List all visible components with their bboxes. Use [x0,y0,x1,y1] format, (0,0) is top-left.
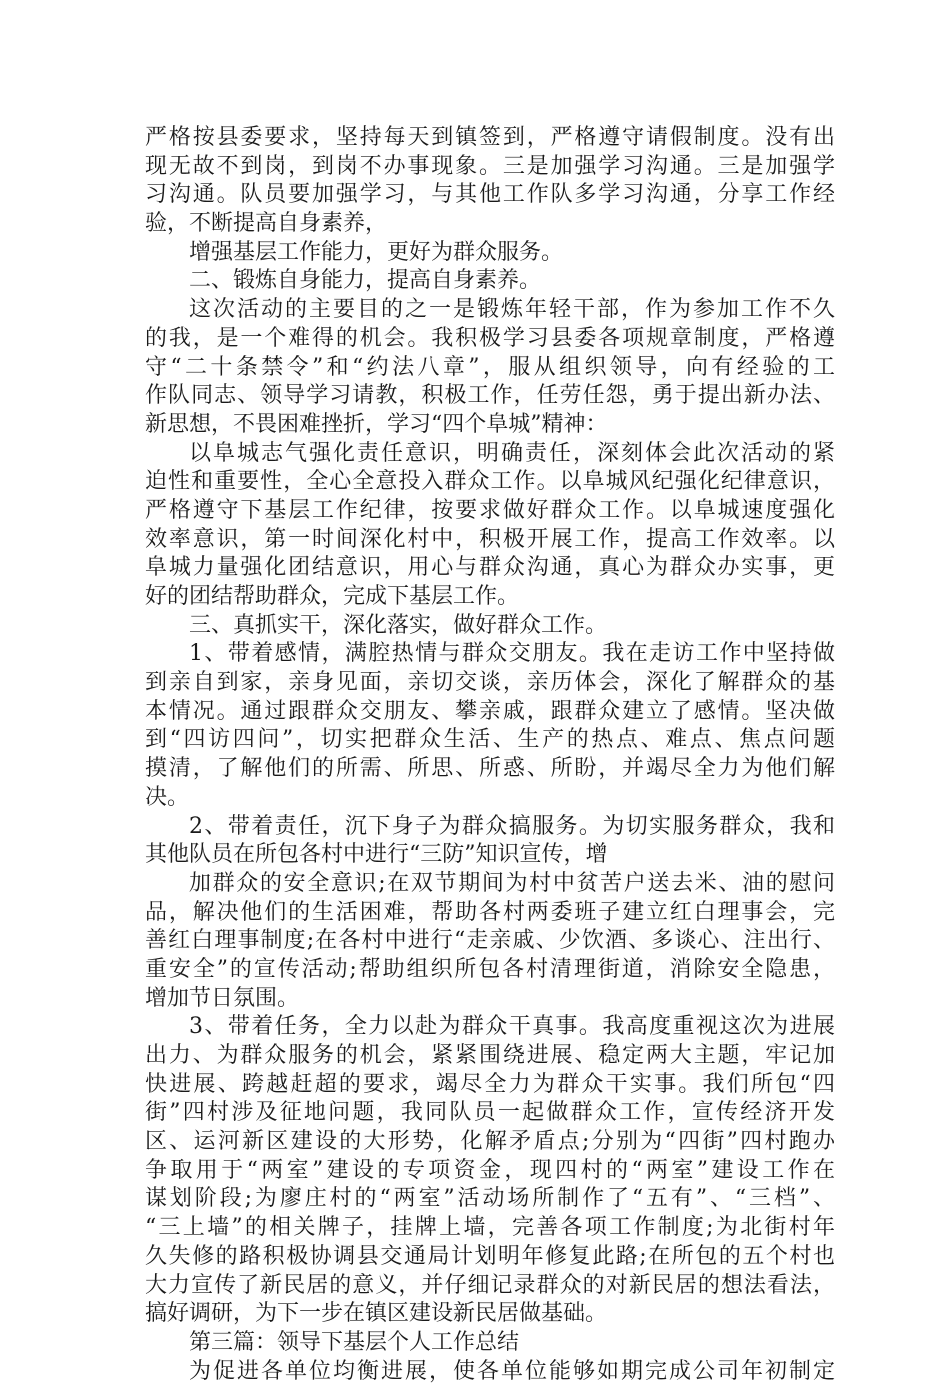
text-line: 争取用于“两室”建设的专项资金，现四村的“两室”建设工作在 [145,1157,835,1183]
text-line: 这次活动的主要目的之一是锻炼年轻干部，作为参加工作不久 [189,297,835,323]
text-line: 加群众的安全意识;在双节期间为村中贫苦户送去米、油的慰问 [189,870,835,896]
text-line: 为促进各单位均衡进展，使各单位能够如期完成公司年初制定 [189,1358,835,1384]
text-line: 重安全”的宣传活动;帮助组织所包各村清理街道，消除安全隐患， [145,956,835,982]
text-line: 好的团结帮助群众，完成下基层工作。 [145,584,520,609]
text-line: 的我，是一个难得的机会。我积极学习县委各项规章制度，严格遵 [145,325,835,351]
text-line: 3、带着任务，全力以赴为群众干真事。我高度重视这次为进展 [189,1014,835,1040]
section-heading: 二、锻炼自身能力，提高自身素养。 [189,268,542,294]
section-heading: 三、真抓实干，深化落实，做好群众工作。 [189,612,608,638]
text-line: 增强基层工作能力，更好为群众服务。 [189,239,564,265]
text-line: 习沟通。队员要加强学习，与其他工作队多学习沟通，分享工作经 [145,182,835,208]
text-line: 阜城力量强化团结意识，用心与群众沟通，真心为群众办实事，更 [145,555,835,581]
text-line: 验，不断提高自身素养， [145,211,388,237]
text-line: 迫性和重要性，全心全意投入群众工作。以阜城风纪强化纪律意识， [145,469,835,495]
text-line: 本情况。通过跟群众交朋友、攀亲戚，跟群众建立了感情。坚决做 [145,698,835,724]
text-line: 效率意识，第一时间深化村中，积极开展工作，提高工作效率。以 [145,526,835,552]
text-line: 出力、为群众服务的机会，紧紧围绕进展、稳定两大主题，牢记加 [145,1043,835,1068]
text-line: 作队同志、领导学习请教，积极工作，任劳任怨，勇于提出新办法、 [145,383,835,409]
text-line: 新思想，不畏困难挫折，学习“四个阜城”精神： [145,411,608,437]
text-line: 现无故不到岗，到岗不办事现象。三是加强学习沟通。三是加强学 [145,153,835,179]
text-line: 街”四村涉及征地问题，我同队员一起做群众工作，宣传经济开发 [145,1100,835,1126]
text-line: 严格遵守下基层工作纪律，按要求做好群众工作。以阜城速度强化 [145,497,835,523]
text-line: 快进展、跨越赶超的要求，竭尽全力为群众干实事。我们所包“四 [145,1071,835,1097]
text-line: 其他队员在所包各村中进行“三防”知识宣传，增 [145,842,608,868]
document-body [145,124,835,1386]
text-line: 以阜城志气强化责任意识，明确责任，深刻体会此次活动的紧 [189,440,835,466]
text-line: 到亲自到家，亲身见面，亲切交谈，亲历体会，深化了解群众的基 [145,670,835,696]
text-line: 谋划阶段;为廖庄村的“两室”活动场所制作了“五有”、“三档”、 [145,1186,835,1212]
text-line: 1、带着感情，满腔热情与群众交朋友。我在走访工作中坚持做 [189,641,835,667]
chapter-heading: 第三篇：领导下基层个人工作总结 [189,1329,520,1355]
text-line: 2、带着责任，沉下身子为群众搞服务。为切实服务群众，我和 [189,813,835,839]
text-line: 决。 [145,784,190,810]
text-line: 到“四访四问”，切实把群众生活、生产的热点、难点、焦点问题 [145,727,835,753]
text-line: 严格按县委要求，坚持每天到镇签到，严格遵守请假制度。没有出 [145,125,835,150]
text-line: “三上墙”的相关牌子，挂牌上墙，完善各项工作制度;为北街村年 [145,1215,835,1241]
text-line: 搞好调研，为下一步在镇区建设新民居做基础。 [145,1301,608,1327]
text-line: 善红白理事制度;在各村中进行“走亲戚、少饮酒、多谈心、注出行、 [145,928,835,954]
text-line: 品，解决他们的生活困难，帮助各村两委班子建立红白理事会，完 [145,899,835,925]
text-line: 大力宣传了新民居的意义，并仔细记录群众的对新民居的想法看法， [145,1272,835,1298]
text-line: 守“二十条禁令”和“约法八章”，服从组织领导，向有经验的工 [145,354,835,380]
text-line: 久失修的路积极协调县交通局计划明年修复此路;在所包的五个村也 [145,1243,835,1269]
text-line: 区、运河新区建设的大形势，化解矛盾点;分别为“四街”四村跑办 [145,1129,835,1155]
text-line: 增加节日氛围。 [145,985,300,1011]
text-line: 摸清，了解他们的所需、所思、所惑、所盼，并竭尽全力为他们解 [145,756,835,782]
